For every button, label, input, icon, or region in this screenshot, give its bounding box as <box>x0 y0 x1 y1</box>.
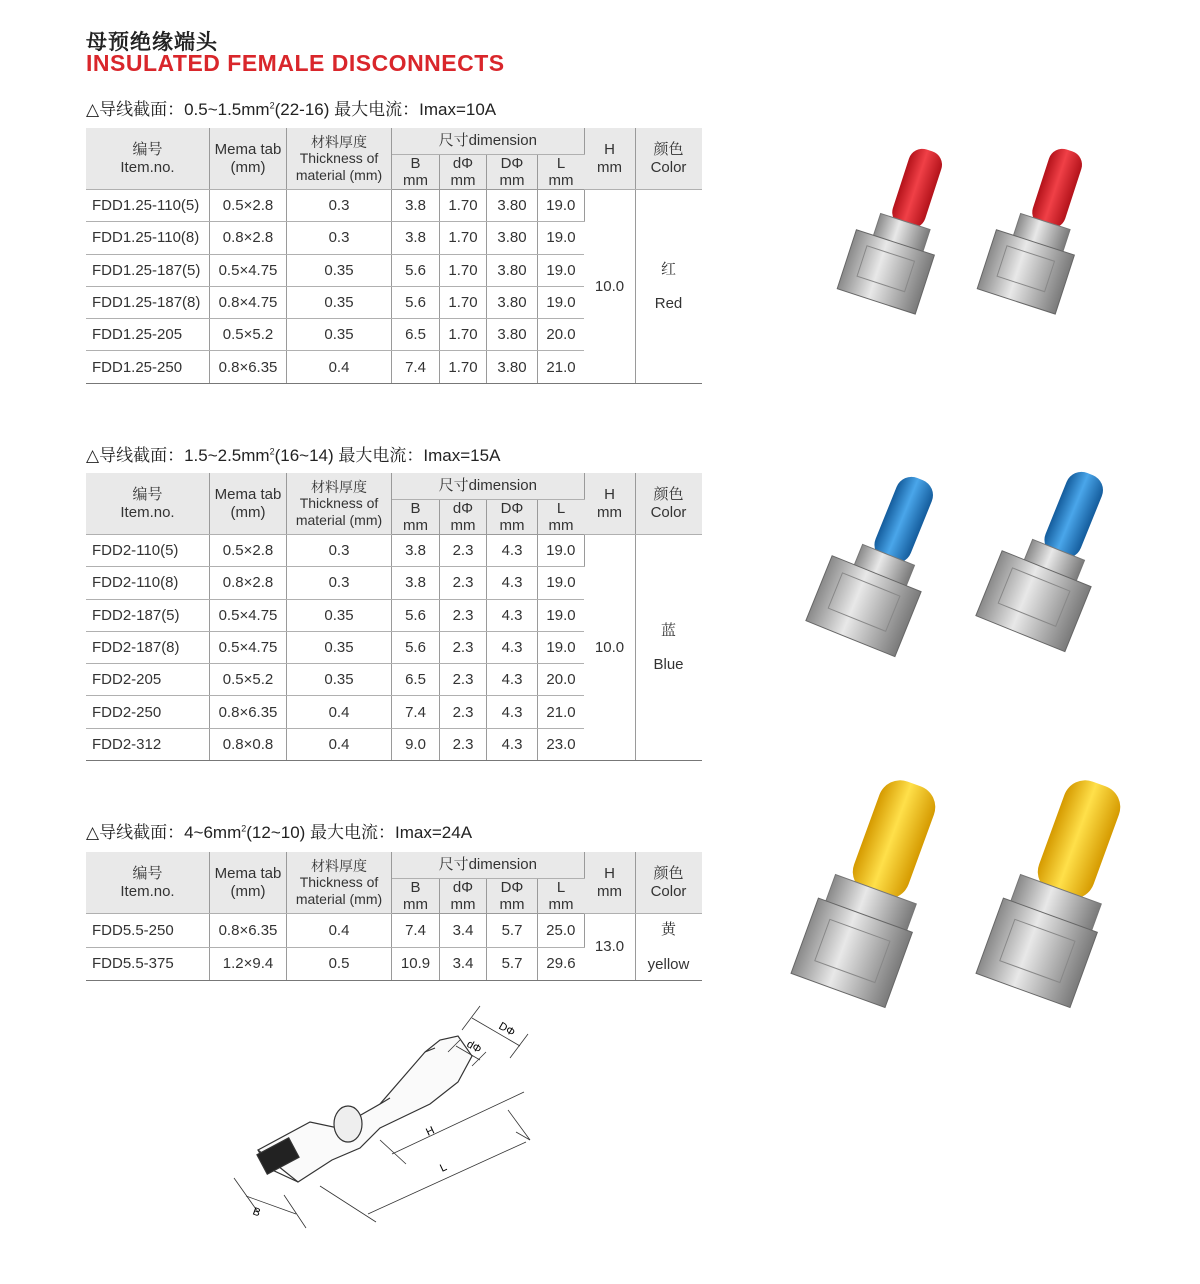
cell-thickness: 0.4 <box>287 696 392 728</box>
cell-d1: 2.3 <box>440 567 487 599</box>
cell-color <box>635 190 702 384</box>
cell-l: 29.6 <box>538 947 585 981</box>
header-h-label: H <box>604 486 615 504</box>
header-item-cn: 编号 <box>132 865 163 883</box>
cell-color <box>635 535 702 761</box>
cell-h: 13.0 <box>584 914 635 981</box>
header-d1 <box>440 499 487 535</box>
cell-d1: 2.3 <box>440 696 487 728</box>
table-row <box>86 535 702 567</box>
table-row <box>86 190 702 222</box>
cell-color-cn: 红 <box>660 260 676 278</box>
diagram-label-l: L <box>438 1161 449 1175</box>
header-item-cn: 编号 <box>132 486 163 504</box>
spec-superscript: 2 <box>269 446 275 457</box>
header-thickness <box>287 852 392 914</box>
header-dimension: 尺寸dimension <box>392 473 585 499</box>
spec-superscript: 2 <box>269 100 275 111</box>
spec-text: △导线截面：1.5~2.5mm <box>86 446 270 465</box>
cell-thickness: 0.35 <box>287 664 392 696</box>
cell-item-no: FDD2-187(8) <box>86 631 210 663</box>
cell-l: 23.0 <box>538 728 585 760</box>
cell-b: 6.5 <box>392 664 440 696</box>
cell-tab: 0.8×6.35 <box>210 351 287 383</box>
cell-d2: 3.80 <box>487 319 538 351</box>
header-tab-unit: (mm) <box>230 158 266 176</box>
header-h-unit: mm <box>597 882 622 900</box>
cell-item-no: FDD5.5-375 <box>86 947 210 981</box>
spec-table <box>86 473 702 761</box>
header-tab-unit: (mm) <box>230 882 266 900</box>
header-b <box>392 878 440 914</box>
cell-d2: 3.80 <box>487 351 538 383</box>
header-thickness <box>287 128 392 190</box>
cell-tab: 1.2×9.4 <box>210 947 287 981</box>
header-color-en: Color <box>650 882 687 900</box>
cell-tab: 0.8×0.8 <box>210 728 287 760</box>
dimension-diagram <box>210 1000 550 1230</box>
header-tab <box>210 852 287 914</box>
cell-b: 3.8 <box>392 222 440 254</box>
header-thick-en1: Thickness of <box>299 874 379 891</box>
header-color <box>635 128 702 190</box>
cell-h: 10.0 <box>584 535 635 761</box>
cell-b: 7.4 <box>392 696 440 728</box>
header-d2 <box>487 878 538 914</box>
header-d1 <box>440 878 487 914</box>
cell-d1: 2.3 <box>440 631 487 663</box>
cell-b: 9.0 <box>392 728 440 760</box>
diagram-label-b: B <box>250 1205 262 1220</box>
header-color <box>635 852 702 914</box>
page-title-cn: 母预绝缘端头 <box>86 30 218 54</box>
header-b <box>392 154 440 190</box>
cell-l: 19.0 <box>538 190 585 222</box>
header-color-en: Color <box>650 503 687 521</box>
header-d1-label: dΦ <box>452 154 474 172</box>
header-h-unit: mm <box>597 158 622 176</box>
cell-tab: 0.5×4.75 <box>210 254 287 286</box>
header-thick-en2: material (mm) <box>295 890 383 907</box>
header-tab-en: Mema tab <box>214 141 282 159</box>
header-d1 <box>440 154 487 190</box>
cell-thickness: 0.35 <box>287 631 392 663</box>
header-d1-label: dΦ <box>452 878 474 896</box>
cell-item-no: FDD2-110(8) <box>86 567 210 599</box>
header-item-en: Item.no. <box>120 503 175 521</box>
cell-b: 3.8 <box>392 190 440 222</box>
cell-thickness: 0.3 <box>287 567 392 599</box>
cell-d2: 4.3 <box>487 664 538 696</box>
cell-d1: 3.4 <box>440 914 487 948</box>
header-d2-unit: mm <box>499 895 525 913</box>
header-tab <box>210 128 287 190</box>
cell-d2: 5.7 <box>487 914 538 948</box>
cell-l: 20.0 <box>538 664 585 696</box>
cell-item-no: FDD1.25-205 <box>86 319 210 351</box>
header-b <box>392 499 440 535</box>
header-l-label: L <box>556 154 566 172</box>
header-h <box>584 852 635 914</box>
cell-thickness: 0.4 <box>287 914 392 948</box>
header-b-unit: mm <box>403 895 428 913</box>
cell-d2: 3.80 <box>487 222 538 254</box>
cell-tab: 0.8×4.75 <box>210 286 287 318</box>
cell-thickness: 0.4 <box>287 351 392 383</box>
diagram-label-h: H <box>424 1124 437 1139</box>
header-h-label: H <box>604 865 615 883</box>
header-b-unit: mm <box>403 516 428 534</box>
cell-item-no: FDD2-205 <box>86 664 210 696</box>
cell-b: 5.6 <box>392 286 440 318</box>
header-tab-en: Mema tab <box>214 865 282 883</box>
cell-thickness: 0.35 <box>287 254 392 286</box>
cell-d1: 1.70 <box>440 222 487 254</box>
header-h-label: H <box>604 141 615 159</box>
cell-item-no: FDD1.25-187(5) <box>86 254 210 286</box>
header-h-unit: mm <box>597 503 622 521</box>
cell-b: 7.4 <box>392 351 440 383</box>
cell-thickness: 0.35 <box>287 286 392 318</box>
cell-d1: 1.70 <box>440 319 487 351</box>
header-color-cn: 颜色 <box>653 141 684 159</box>
spec-table <box>86 128 702 384</box>
header-d1-unit: mm <box>450 516 476 534</box>
cell-item-no: FDD5.5-250 <box>86 914 210 948</box>
header-item-en: Item.no. <box>120 882 175 900</box>
header-b-label: B <box>410 499 421 517</box>
cell-b: 5.6 <box>392 631 440 663</box>
cell-l: 19.0 <box>538 222 585 254</box>
cell-d1: 1.70 <box>440 351 487 383</box>
cell-color <box>635 914 702 981</box>
cell-item-no: FDD2-250 <box>86 696 210 728</box>
cell-thickness: 0.5 <box>287 947 392 981</box>
cell-item-no: FDD2-312 <box>86 728 210 760</box>
diagram-label-d2: DΦ <box>496 1020 517 1039</box>
header-thickness <box>287 473 392 535</box>
header-item-cn: 编号 <box>132 141 163 159</box>
header-l-label: L <box>556 499 566 517</box>
cell-thickness: 0.3 <box>287 190 392 222</box>
yellow-connector-photo <box>760 770 1180 1020</box>
section-spec-line <box>86 818 472 843</box>
header-d2 <box>487 499 538 535</box>
cell-d1: 2.3 <box>440 599 487 631</box>
header-tab-en: Mema tab <box>214 486 282 504</box>
cell-d1: 2.3 <box>440 535 487 567</box>
cell-d2: 3.80 <box>487 254 538 286</box>
header-h <box>584 473 635 535</box>
header-l <box>538 154 585 190</box>
spec-superscript: 2 <box>241 823 247 834</box>
cell-thickness: 0.3 <box>287 535 392 567</box>
header-l-unit: mm <box>548 895 574 913</box>
header-d2-label: DΦ <box>500 878 524 896</box>
header-color-cn: 颜色 <box>653 865 684 883</box>
spec-tail: (22-16) 最大电流：Imax=10A <box>274 100 497 119</box>
cell-color-cn: 黄 <box>660 921 676 939</box>
section-spec-line <box>86 441 500 466</box>
cell-d2: 4.3 <box>487 535 538 567</box>
cell-b: 6.5 <box>392 319 440 351</box>
header-thick-en1: Thickness of <box>299 150 379 167</box>
blue-connector-photo <box>780 465 1180 665</box>
cell-l: 21.0 <box>538 696 585 728</box>
header-tab-unit: (mm) <box>230 503 266 521</box>
cell-l: 19.0 <box>538 254 585 286</box>
header-l-unit: mm <box>548 516 574 534</box>
header-d2 <box>487 154 538 190</box>
cell-item-no: FDD1.25-110(5) <box>86 190 210 222</box>
cell-l: 19.0 <box>538 567 585 599</box>
cell-d1: 2.3 <box>440 728 487 760</box>
cell-tab: 0.5×4.75 <box>210 631 287 663</box>
cell-l: 25.0 <box>538 914 585 948</box>
header-l-unit: mm <box>548 171 574 189</box>
page-title-en: INSULATED FEMALE DISCONNECTS <box>86 50 505 76</box>
cell-item-no: FDD2-187(5) <box>86 599 210 631</box>
cell-thickness: 0.35 <box>287 319 392 351</box>
cell-tab: 0.5×2.8 <box>210 190 287 222</box>
header-d1-unit: mm <box>450 171 476 189</box>
cell-item-no: FDD1.25-250 <box>86 351 210 383</box>
header-dimension: 尺寸dimension <box>392 128 585 154</box>
cell-l: 19.0 <box>538 535 585 567</box>
cell-d2: 4.3 <box>487 728 538 760</box>
cell-d2: 3.80 <box>487 190 538 222</box>
spec-tail: (16~14) 最大电流：Imax=15A <box>274 446 501 465</box>
cell-tab: 0.5×5.2 <box>210 664 287 696</box>
spec-text: △导线截面：0.5~1.5mm <box>86 100 270 119</box>
cell-thickness: 0.35 <box>287 599 392 631</box>
section-spec-line <box>86 95 496 120</box>
header-l-label: L <box>556 878 566 896</box>
cell-thickness: 0.4 <box>287 728 392 760</box>
cell-tab: 0.8×6.35 <box>210 914 287 948</box>
header-h <box>584 128 635 190</box>
cell-b: 5.6 <box>392 599 440 631</box>
header-d1-unit: mm <box>450 895 476 913</box>
table-row <box>86 914 702 948</box>
cell-color-en: Red <box>654 295 683 313</box>
cell-item-no: FDD1.25-187(8) <box>86 286 210 318</box>
header-l <box>538 499 585 535</box>
cell-item-no: FDD1.25-110(8) <box>86 222 210 254</box>
cell-l: 20.0 <box>538 319 585 351</box>
header-thick-cn: 材料厚度 <box>311 134 367 151</box>
cell-d2: 4.3 <box>487 631 538 663</box>
cell-color-en: yellow <box>647 955 690 973</box>
cell-b: 3.8 <box>392 567 440 599</box>
header-item <box>86 852 210 914</box>
header-dimension: 尺寸dimension <box>392 852 585 878</box>
header-thick-en2: material (mm) <box>295 166 383 183</box>
cell-tab: 0.8×2.8 <box>210 567 287 599</box>
cell-d2: 5.7 <box>487 947 538 981</box>
cell-tab: 0.5×2.8 <box>210 535 287 567</box>
cell-l: 19.0 <box>538 631 585 663</box>
cell-l: 19.0 <box>538 286 585 318</box>
cell-l: 21.0 <box>538 351 585 383</box>
header-item-en: Item.no. <box>120 158 175 176</box>
cell-h: 10.0 <box>584 190 635 384</box>
cell-d1: 1.70 <box>440 286 487 318</box>
header-b-label: B <box>410 878 421 896</box>
header-d2-label: DΦ <box>500 499 524 517</box>
cell-d2: 4.3 <box>487 696 538 728</box>
header-tab <box>210 473 287 535</box>
cell-d2: 4.3 <box>487 567 538 599</box>
cell-color-en: Blue <box>653 656 684 674</box>
spec-text: △导线截面：4~6mm <box>86 823 242 842</box>
cell-thickness: 0.3 <box>287 222 392 254</box>
header-thick-cn: 材料厚度 <box>311 479 367 496</box>
header-thick-cn: 材料厚度 <box>311 858 367 875</box>
header-color-en: Color <box>650 158 687 176</box>
cell-color-cn: 蓝 <box>660 621 676 639</box>
cell-d1: 1.70 <box>440 190 487 222</box>
cell-b: 3.8 <box>392 535 440 567</box>
cell-b: 10.9 <box>392 947 440 981</box>
cell-tab: 0.5×5.2 <box>210 319 287 351</box>
header-color-cn: 颜色 <box>653 486 684 504</box>
header-d1-label: dΦ <box>452 499 474 517</box>
header-b-label: B <box>410 154 421 172</box>
header-thick-en1: Thickness of <box>299 495 379 512</box>
header-color <box>635 473 702 535</box>
cell-tab: 0.5×4.75 <box>210 599 287 631</box>
cell-tab: 0.8×6.35 <box>210 696 287 728</box>
header-thick-en2: material (mm) <box>295 511 383 528</box>
red-connector-photo <box>800 140 1190 320</box>
cell-d2: 4.3 <box>487 599 538 631</box>
spec-tail: (12~10) 最大电流：Imax=24A <box>246 823 473 842</box>
cell-d2: 3.80 <box>487 286 538 318</box>
cell-d1: 1.70 <box>440 254 487 286</box>
header-item <box>86 128 210 190</box>
header-b-unit: mm <box>403 171 428 189</box>
cell-l: 19.0 <box>538 599 585 631</box>
cell-d1: 2.3 <box>440 664 487 696</box>
cell-tab: 0.8×2.8 <box>210 222 287 254</box>
cell-d1: 3.4 <box>440 947 487 981</box>
diagram-label-d1: dΦ <box>464 1038 484 1057</box>
header-d2-unit: mm <box>499 171 525 189</box>
cell-b: 5.6 <box>392 254 440 286</box>
cell-item-no: FDD2-110(5) <box>86 535 210 567</box>
header-d2-unit: mm <box>499 516 525 534</box>
cell-b: 7.4 <box>392 914 440 948</box>
header-item <box>86 473 210 535</box>
header-d2-label: DΦ <box>500 154 524 172</box>
header-l <box>538 878 585 914</box>
spec-table <box>86 852 702 981</box>
